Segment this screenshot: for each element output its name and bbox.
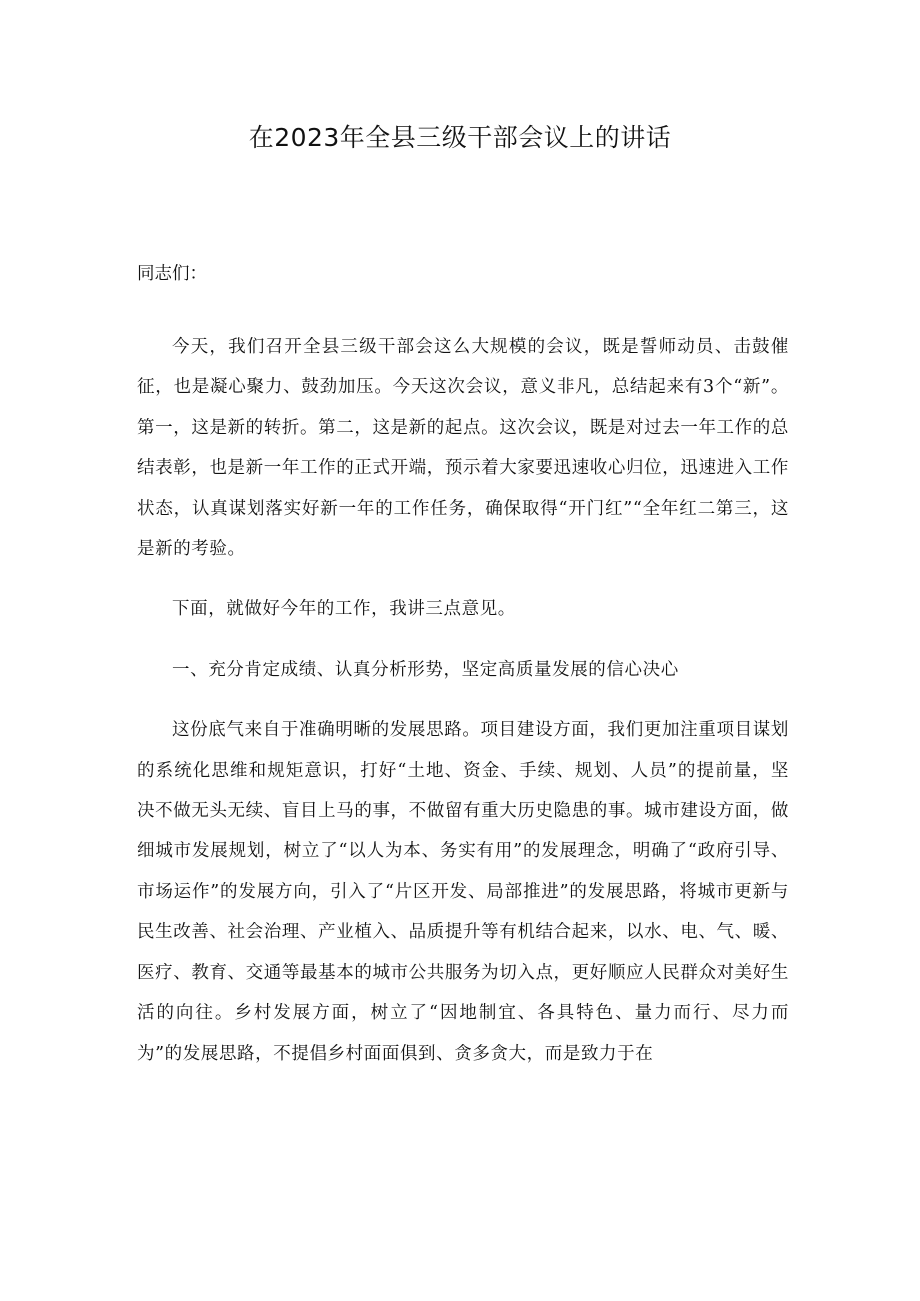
document-body (137, 260, 789, 1074)
document-title: 在2023年全县三级干部会议上的讲话 (248, 123, 672, 152)
paragraph-intro-points: 下面，就做好今年的工作，我讲三点意见。 (172, 599, 516, 620)
greeting: 同志们： (137, 264, 207, 284)
paragraph-opening: 今天，我们召开全县三级干部会这么大规模的会议，既是誓师动员、击鼓催征，也是凝心聚力、鼓劲加压。今天这次会议，意义非凡，总结起来有3个“新”。第一，这是新的转折。第二，这是新的起点。这次会议，既是对过去一年工作的总结表彰，也是新一年工作的正式开端，预示着大家要迅速收心归位，迅速进入工作状态，认真谋划落实好新一年的工作任务，确保取得“开门红”“全年红二第三，这是新的考验。 (137, 337, 789, 560)
paragraph-development-ideas: 这份底气来自于准确明晰的发展思路。项目建设方面，我们更加注重项目谋划的系统化思维和规矩意识，打好“土地、资金、手续、规划、人员”的提前量，坚决不做无头无续、盲目上马的事，不做留有重大历史隐患的事。城市建设方面，做细城市发展规划，树立了“以人为本、务实有用”的发展理念，明确了“政府引导、市场运作”的发展方向，引入了“片区开发、局部推进”的发展思路，将城市更新与民生改善、社会治理、产业植入、品质提升等有机结合起来，以水、电、气、暖、医疗、教育、交通等最基本的城市公共服务为切入点，更好顺应人民群众对美好生活的向往。乡村发展方面，树立了“因地制宜、各具特色、量力而行、尽力而为”的发展思路，不提倡乡村面面俱到、贪多贪大，而是致力于在 (137, 720, 789, 1064)
section-heading-1: 一、充分肯定成绩、认真分析形势，坚定高质量发展的信心决心 (172, 659, 679, 680)
